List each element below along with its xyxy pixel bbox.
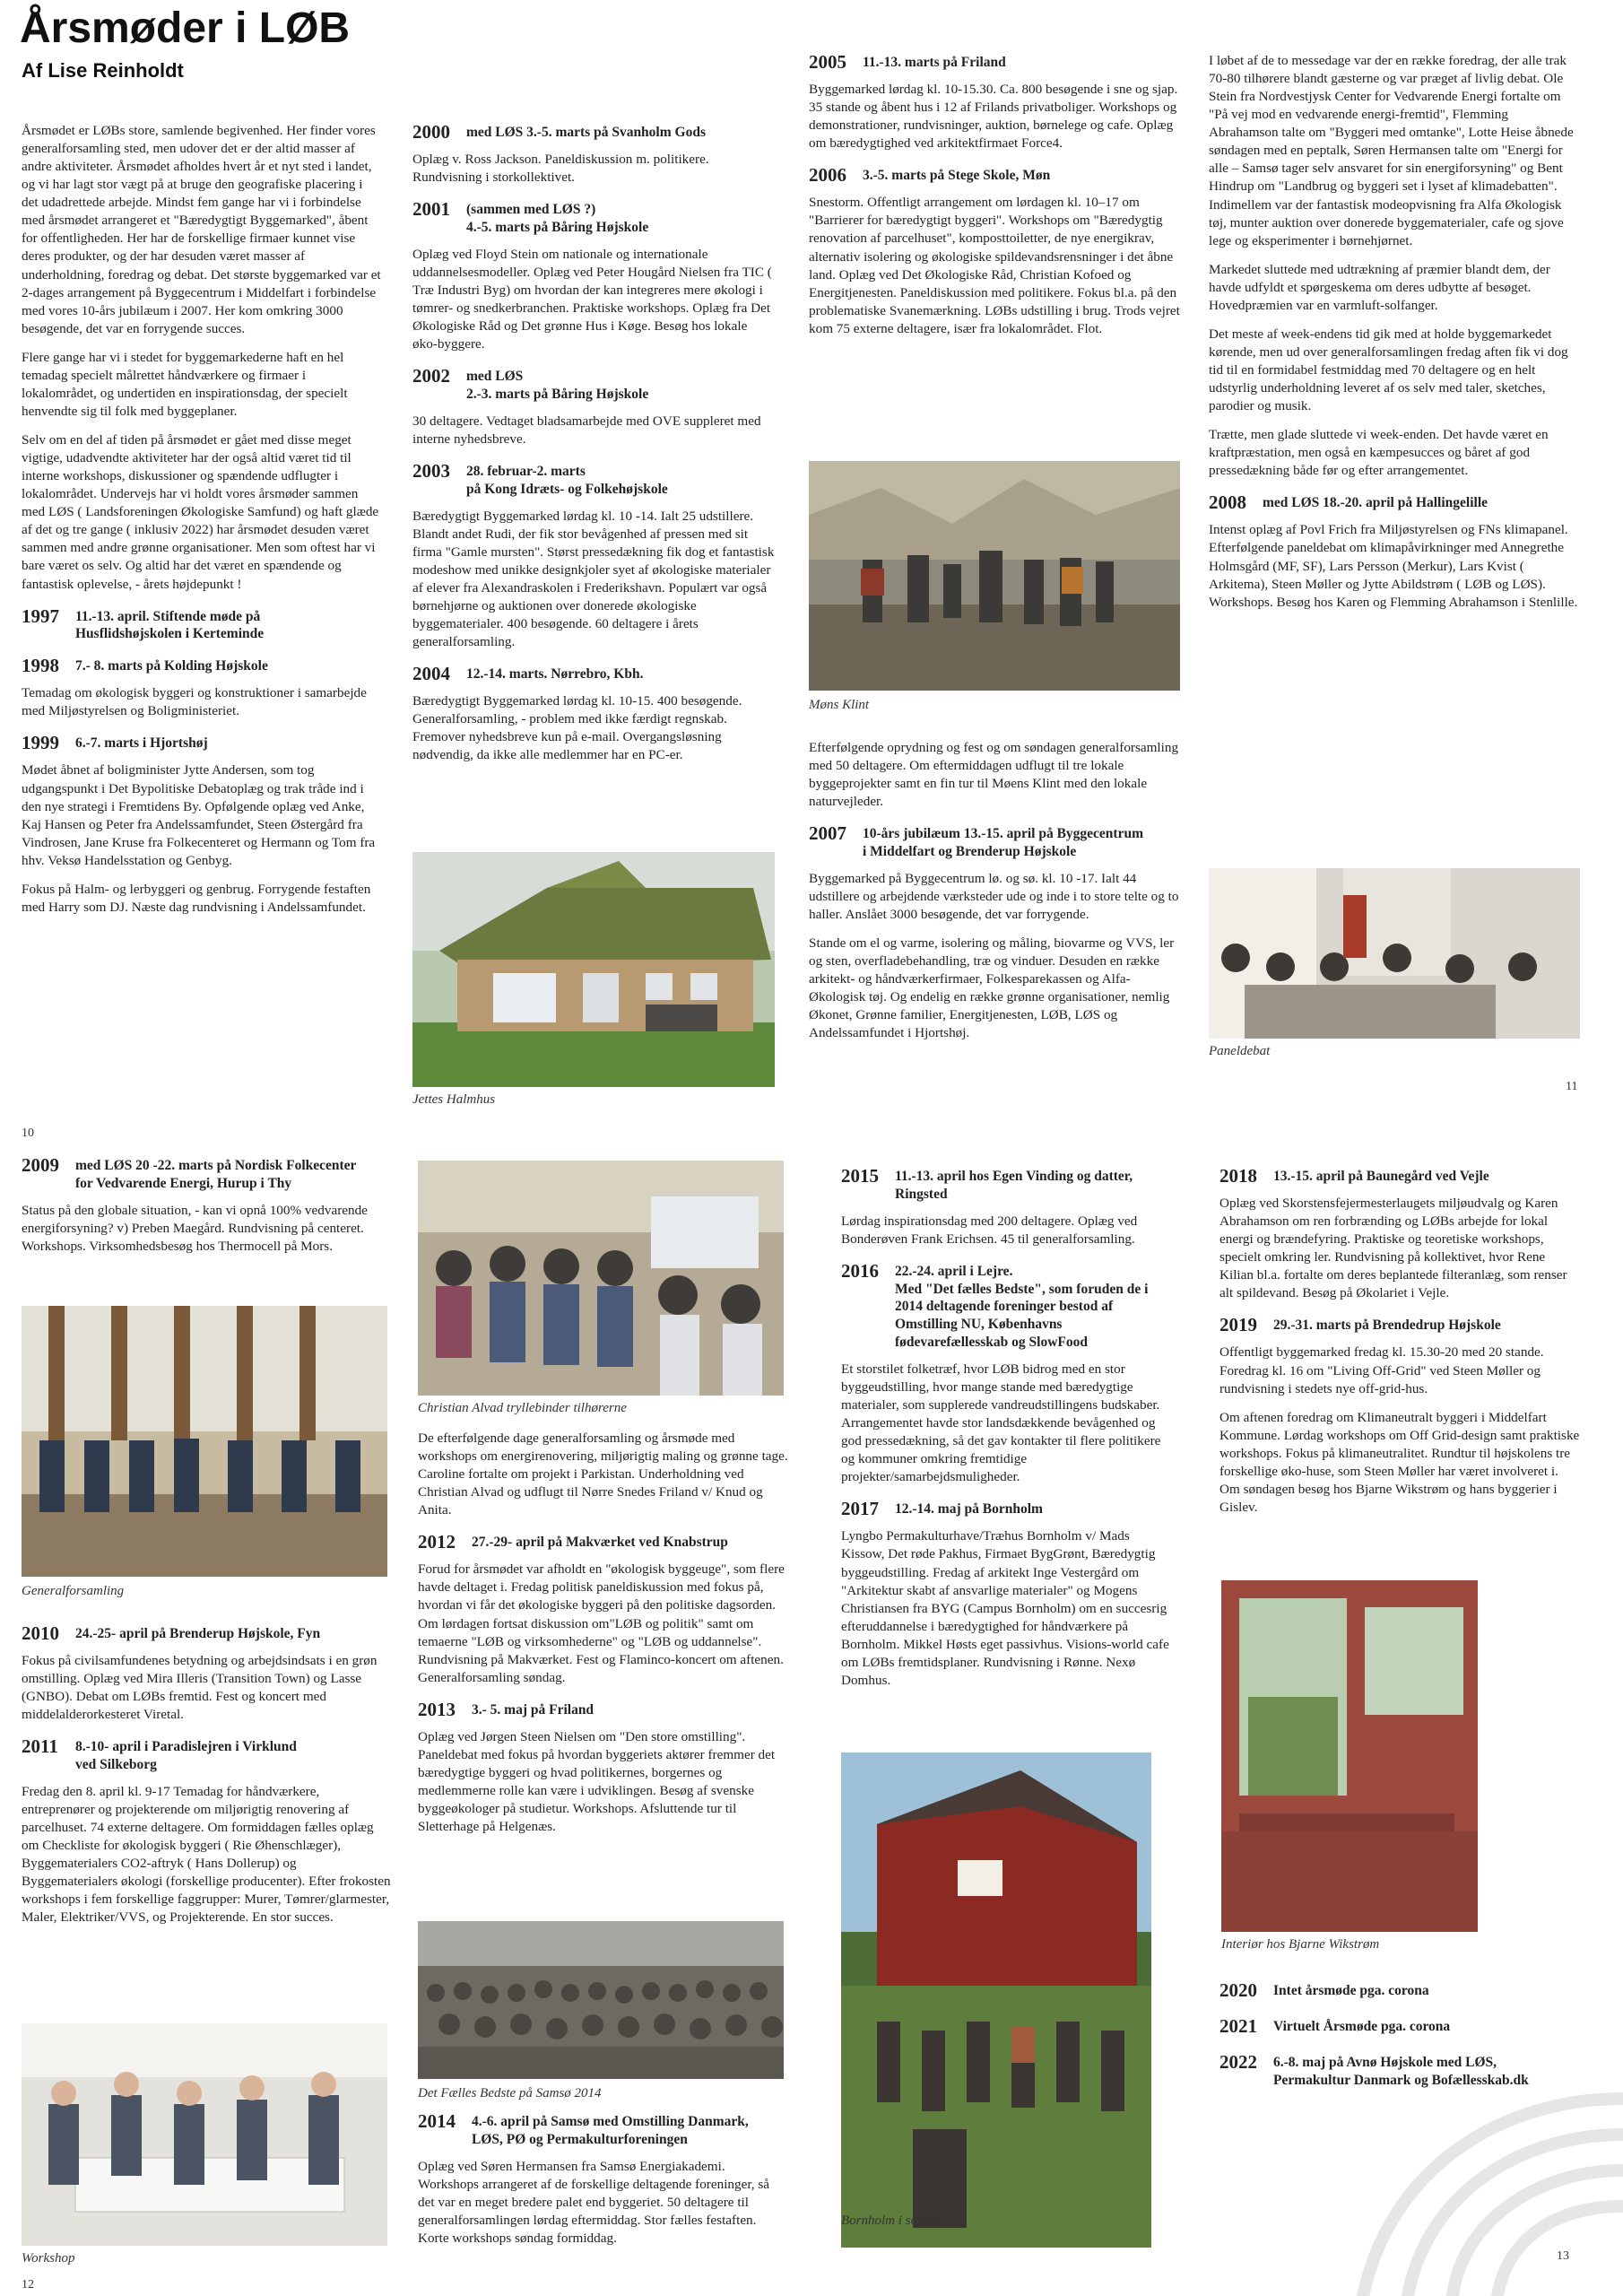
event-year: 2021 (1219, 2015, 1257, 2038)
intro-paragraph: Årsmødet er LØBs store, samlende begivenhed. Her finder vores generalforsamling sted, men udover det er der altid masser af andre aktiviteter. Årsmødet afholdes hvert år et nyt sted i landet, og vi har lagt stor vægt på at bruge den geografiske placering i det udadrettede arbejde. Mindst fem gange har vi i forbindelse med årsmødet arrangeret et "Bæredygtigt Byggemarked", åbent for offentligheden. Her har de forskellige firmaer kunnet vise deres produkter, og der har desuden været masser af underholdning, foredrag og debat. Det største byggemarked var et 2-dages arrangement på Byggecentrum i Middelfart i forbindelse med vores 10-års jubilæum i 2007. Her kom omkring 3000 besøgende, det var en forrygende succes. (22, 123, 381, 336)
intro-paragraph: Flere gange har vi i stedet for byggemarkederne haft en hel temadag specielt målrettet håndværkere og firmaer i lokalområdet, og undertiden en inspirationsdag, der specielt henvendte sig til folk med byggeplaner. (22, 349, 348, 419)
decorative-swirl-graphic (1157, 2063, 1623, 2296)
event-heading: 27.-29- april på Makværket ved Knabstrup (472, 1535, 728, 1551)
event-body: Oplæg ved Floyd Stein om nationale og internationale uddannelsesmodeller. Oplæg ved Peter Hougård Nielsen fra TIC ( Træ Industri Byg) om hvordan der kan integreres mere økologi i tømrer- og snedkerbranchen. Praktiske workshops. Oplæg fra Det Økologiske Råd og Det grønne Hus i Køge. Besøg hos lokale øko-byggere. (412, 246, 772, 352)
event-year: 2014 (418, 2110, 456, 2132)
event-1999 (22, 733, 382, 752)
event-year: 1998 (22, 655, 59, 677)
event-heading: 24.-25- april på Brenderup Højskole, Fyn (75, 1626, 321, 1641)
event-heading: 22.-24. april i Lejre. Med "Det fælles Bedste", som foruden de i 2014 deltagende foreninger bestod af Omstilling NU, Københavns fødevarefællesskab og SlowFood (895, 1263, 1149, 1351)
event-year: 2015 (841, 1165, 879, 1187)
event-year: 2017 (841, 1498, 879, 1520)
event-2014 (418, 2111, 789, 2149)
event-heading: 11.-13. april. Stiftende møde på Husflidshøjskolen i Kerteminde (75, 608, 265, 642)
event-body: Byggemarked lørdag kl. 10-15.30. Ca. 800 besøgende i sne og sjap. 35 stande og åbent hus i 12 af Frilands privatboliger. Workshops og demonstrationer, rundvisninger, auktion, børnelege og cafe. Oplæg om bæredygtighed ved arkitektfirmaet Force4. (809, 82, 1178, 152)
event-2017 (841, 1499, 1173, 1518)
event-year: 2002 (412, 365, 450, 387)
caption-halmhus: Jettes Halmhus (412, 1092, 496, 1107)
event-heading: med LØS 20 -22. marts på Nordisk Folkecenter for Vedvarende Energi, Hurup i Thy (75, 1158, 357, 1191)
photo-halmhus (412, 852, 775, 1087)
event-year: 2003 (412, 459, 450, 482)
event-1997 (22, 606, 382, 644)
event-heading: Intet årsmøde pga. corona (1273, 1983, 1429, 1998)
caption-samso: Det Fælles Bedste på Samsø 2014 (418, 2086, 602, 2100)
event-body: Oplæg ved Jørgen Steen Nielsen om "Den store omstilling". Paneldebat med fokus på hvordan byggeriets aktører fremmer det bæredygtige byggeri og hvad politikernes, borgernes og medlemmerne rolle kan være i udviklingen. Besøg af svenske byggeøkologer på studietur. Workshops. Afsluttende tur til Sletterhage på Helgenæs. (418, 1728, 776, 1835)
page-number: 13 (1557, 2249, 1569, 2263)
event-heading: Virtuelt Årsmøde pga. corona (1273, 2019, 1451, 2035)
event-heading: med LØS 3.-5. marts på Svanholm Gods (466, 125, 706, 140)
photo-samso (418, 1921, 784, 2079)
event-body: Intenst oplæg af Povl Frich fra Miljøstyrelsen og FNs klimapanel. Efterfølgende paneldebat om klimapåvirkninger med Annegrethe Holmsgård (MF, SF), Lars Persson (Merkur), Lars Kvist ( Arkitema), Steen Møller og Jytte Abildstrøm ( LØB og LØS). Workshops. Besøg hos Karen og Flemming Abrahamson i Stenlille. (1209, 522, 1578, 610)
photo-paneldebat (1209, 868, 1580, 1039)
event-body: Oplæg ved Skorstensfejermesterlaugets miljøudvalg og Karen Abrahamson om ren forbrænding og LØBs arbejde for lokal energi og brændefyring. Praktiske og teoretiske workshops, specielt omkring ler. Rundvisning på kollektivet, hvor Rene Kilian bl.a. fortalte om deres beplantede filteranlæg, som renser alt spildevand. Besøg på Økolariet i Vejle. (1219, 1196, 1567, 1301)
event-2003 (412, 461, 775, 499)
event-body: Forud for årsmødet var afholdt en "økologisk byggeuge", som flere havde deltaget i. Fredag politisk paneldiskussion med fokus på, hvordan vi får det økologiske byggeri på den politiske dagsorden. Om lørdagen fortsat diskussion om"LØB og politik" samt om temaerne "LØB og virksomhederne" og "LØB og uddannelse". Rundvisning på Makværket. Fest og Flaminco-koncert om aftenen. Generalforsamling søndag. (418, 1561, 785, 1685)
event-body: Offentligt byggemarked fredag kl. 15.30-20 med 20 stande. Foredrag kl. 16 om "Living Off-Grid" ved Steen Møller og rundvisning i stedets nye off-grid-hus. (1219, 1344, 1544, 1396)
event-heading: 10-års jubilæum 13.-15. april på Byggecentrum i Middelfart og Brenderup Højskole (863, 826, 1144, 860)
event-2018 (1219, 1166, 1582, 1186)
photo-generalforsamling (22, 1306, 387, 1577)
event-year: 2006 (809, 164, 846, 187)
event-body: De efterfølgende dage generalforsamling og årsmøde med workshops om energirenovering, miljørigtig maling og grønne tage. Caroline fortalte om projekt i Parkistan. Underholdning ved Christian Alvad og udflugt til Nørre Snedes Friland v/ Knud og Anita. (418, 1431, 788, 1518)
photo-mons-klint (809, 461, 1180, 691)
event-body: Mødet åbnet af boligminister Jytte Andersen, som tog udgangspunkt i Det Bypolitiske Debatoplæg og trak tråde ind i den nye strategi i Fremtidens By. Opfølgende oplæg ved Anke, Kaj Hansen og Peter fra Andelssamfundet, Steen Østergård fra Vindrosen, Jane Kruse fra Folkecenteret og Hermann og Tom fra hhv. Veksø Handelsstation og Genbyg. (22, 762, 376, 868)
event-year: 2016 (841, 1259, 879, 1282)
caption-mons-klint: Møns Klint (809, 698, 870, 712)
column-1 (22, 122, 382, 927)
event-2006 (809, 165, 1180, 185)
event-2010 (22, 1623, 393, 1643)
event-heading: 4.-6. april på Samsø med Omstilling Danmark, LØS, PØ og Permakulturforeningen (472, 2114, 749, 2147)
event-heading: 11.-13. april hos Egen Vinding og datter, Ringsted (895, 1169, 1133, 1202)
event-body: Stande om el og varme, isolering og måling, biovarme og VVS, ler og sten, overfladebehandling, træ og vinduer. Desuden en række arkitekt- og håndværkerfirmaer, Folkesparekassen og Alfa-Økologisk tøj. Og endelig en række grønne organisationer, nemlig Økonet, Grønne familier, Energitjenesten, LØB, LØS og Andelssamfundet i Hjortshøj. (809, 935, 1175, 1041)
event-body: Lørdag inspirationsdag med 200 deltagere. Oplæg ved Bonderøven Frank Erichsen. 45 til generalforsamling. (841, 1213, 1138, 1247)
event-2011 (22, 1736, 393, 1774)
event-heading: med LØS 18.-20. april på Hallingelille (1263, 495, 1488, 511)
article-byline: Af Lise Reinholdt (22, 59, 184, 82)
event-2019 (1219, 1315, 1582, 1335)
photo-workshop (22, 2023, 387, 2246)
event-heading: 6.-8. maj på Avnø Højskole med LØS, Permakultur Danmark og Bofællesskab.dk (1273, 2055, 1529, 2088)
event-heading: 29.-31. marts på Brendedrup Højskole (1273, 1318, 1501, 1334)
column-b1-lower (22, 1623, 393, 1937)
event-year: 2013 (418, 1698, 456, 1720)
event-2001 (412, 199, 775, 237)
event-body: I løbet af de to messedage var der en række foredrag, der alle trak 70-80 tilhørere blandt gæsterne og var præget af livlig debat. Ole Stein fra Nordvestjysk Center for Vedvarende Energi fortalte om "På vej mod en vedvarende energi-fremtid", Flemming Abrahamson talte om "Byggeri med omtanke", Lotte Heise åbnede søndagen med en peptalk, Søren Hermansen talte om "Energi for alle – Samsø tager selv ansvaret for sin energiforsyning" og Bent Hindrup om "Landbrug og byggeri set i lyset af klimadebatten". Indimellem var der fantastisk modeopvisning fra Alfa Økologisk tøj, munter auktion over donerede byggematerialer, cafe og sjove lege og eksperimenter i børnehjørnet. (1209, 53, 1574, 248)
event-heading: 13.-15. april på Baunegård ved Vejle (1273, 1169, 1489, 1184)
event-2020 (1219, 1980, 1582, 2000)
event-year: 2020 (1219, 1979, 1257, 2001)
photo-wikstrom (1221, 1580, 1478, 1932)
event-year: 2019 (1219, 1314, 1257, 1336)
caption-paneldebat: Paneldebat (1209, 1044, 1271, 1058)
event-year: 1999 (22, 732, 59, 754)
event-body: Efterfølgende oprydning og fest og om søndagen generalforsamling med 50 deltagere. Om eftermiddagen udflugt til tre lokale byggeprojekter samt en fin tur til Møens Klint med den lokale naturvejleder. (809, 740, 1179, 810)
event-2009 (22, 1155, 393, 1193)
event-2015 (841, 1166, 1173, 1204)
event-year: 2007 (809, 822, 846, 845)
column-b2-lower (418, 2111, 789, 2258)
article-title: Årsmøder i LØB (20, 4, 351, 52)
event-heading: 7.- 8. marts på Kolding Højskole (75, 658, 268, 674)
event-2008 (1209, 492, 1580, 512)
event-body: Temadag om økologisk byggeri og konstruktioner i samarbejde med Miljøstyrelsen og Boligministeriet. (22, 685, 367, 719)
event-2021 (1219, 2016, 1582, 2036)
event-body: Snestorm. Offentligt arrangement om lørdagen kl. 10–17 om "Barrierer for bæredygtigt byggeri". Workshops om "Bæredygtig renovation af parcelhuset", komposttoiletter, de nye energikrav, alternativ isolering og økologiske spildevandsrensninger i det åbne land. Oplæg ved Det Økologiske Råd, Christian Kofoed og Energitjenesten. Paneldiskussion med politikere. Fokus bl.a. på den problematiske Svanemærkning. LØBs udstilling i brug. Trods vejret kom 75 externe deltagere, især fra lokalområdet. Flot. (809, 195, 1180, 336)
event-2016 (841, 1261, 1173, 1352)
page-number: 11 (1566, 1080, 1578, 1093)
column-b3 (841, 1166, 1173, 1700)
event-year: 2001 (412, 198, 450, 221)
event-body: Markedet sluttede med udtrækning af præmier blandt dem, der havde udfyldt et spørgeskema om deres udbytte af besøget. Hovedpræmien var en varmluft-solfanger. (1209, 261, 1550, 313)
photo-bornholm (841, 1752, 1151, 2248)
event-2007 (809, 823, 1180, 861)
event-body: Trætte, men glade sluttede vi week-enden. Det havde været en kraftpræstation, men også en kæmpesucces og båret af god pressedækning både før og efter arrangementet. (1209, 427, 1549, 479)
column-b4 (1219, 1166, 1582, 1527)
column-b1 (22, 1155, 393, 1266)
event-body: Det meste af week-endens tid gik med at holde byggemarkedet kørende, men ud over generalforsamlingen fredag aften fik vi dog tid til en formidabel festmiddag med 70 deltagere og en helt udstyrlig underholdning leveret af os selv med taler, sketches, parodier og musik. (1209, 326, 1568, 414)
caption-alvad: Christian Alvad tryllebinder tilhørerne (418, 1401, 627, 1415)
photo-alvad (418, 1161, 784, 1396)
event-year: 2009 (22, 1154, 59, 1176)
event-body: Lyngbo Permakulturhave/Træhus Bornholm v/ Mads Kissow, Det røde Pakhus, Firmaet BygGrønt, Bæredygtig byggeudstilling. Fredag af arkitekt Inge Vestergård om "Arkitektur skabt af ansvarlige materialer" og Mogens Christiansen fra BYG (Campus Bornholm) om en succesrig efteruddannelse i bæredygtighed for håndværkere på Bornholm. Mikkel Høsts eget passivhus. Visions-world cafe om LØBs fremtidsplaner. Rundvisning i Rønne. Nexø Domhus. (841, 1528, 1169, 1688)
event-body: Et storstilet folketræf, hvor LØB bidrog med en stor byggeudstilling, hvor mange stande med bæredygtige materialer, som supplerede vandreudstillingens budskaber. Arrangementet havde stor landsdækkende bevågenhed og god pressedækning, så det gav kontakter til flere politikere og kommuner omkring fremtidige projekter/samarbejdsmuligheder. (841, 1361, 1161, 1485)
event-2004 (412, 664, 775, 683)
event-body: Bæredygtigt Byggemarked lørdag kl. 10-15. 400 besøgende. Generalforsamling, - problem med ikke færdigt regnskab. Fremover nyhedsbreve kun på e-mail. Overgangsløsning nødvendig, da ikke alle medlemmer har en PC-er. (412, 693, 742, 763)
column-2 (412, 118, 775, 775)
event-heading: (sammen med LØS ?) 4.-5. marts på Båring Højskole (466, 202, 649, 235)
caption-bornholm: Bornholm i solskin (841, 2213, 943, 2228)
column-4 (1209, 52, 1580, 622)
event-year: 1997 (22, 604, 59, 627)
event-year: 2008 (1209, 491, 1246, 514)
column-b2 (418, 1430, 789, 1847)
event-heading: 6.-7. marts i Hjortshøj (75, 735, 208, 752)
event-year: 2000 (412, 121, 450, 143)
event-2005 (809, 52, 1180, 72)
event-heading: 8.-10- april i Paradislejren i Virklund ved Silkeborg (75, 1739, 297, 1773)
column-3 (809, 52, 1180, 349)
event-year: 2022 (1219, 2051, 1257, 2074)
event-body: Oplæg ved Søren Hermansen fra Samsø Energiakademi. Workshops arrangeret af de forskellige deltagende foreninger, så det var en meget bredere palet end byggeriet. 50 deltagere til generalforsamlingen lørdag eftermiddag. Stor fælles festaften. Korte workshops søndag formiddag. (418, 2158, 770, 2246)
event-1998 (22, 656, 382, 675)
event-year: 2010 (22, 1622, 59, 1644)
event-body: Bæredygtigt Byggemarked lørdag kl. 10 -14. Ialt 25 udstillere. Blandt andet Rudi, der fik stor bevågenhed af pressen med sit firma "Gamle mursten". Størst pressedækning fik dog et fantastisk modeshow med unikke designkjoler syet af økologiske materialer af elever fra Alexandraskolen i Frederikshavn. Populært var også børnehjørne og auktionen over donerede økologiske byggematerialer. 400 besøgende. 60 deltagere i årets generalforsamling. (412, 508, 775, 650)
event-heading: 3.-5. marts på Stege Skole, Møn (863, 168, 1051, 184)
event-heading: med LØS 2.-3. marts på Båring Højskole (466, 369, 649, 403)
event-2000 (412, 122, 775, 142)
column-3-lower (809, 739, 1180, 1053)
event-body: Fokus på civilsamfundenes betydning og arbejdsindsats i en grøn omstilling. Oplæg ved Mira Illeris (Transition Town) og Lasse (GNBO). Debat om LØBs fremtid. Fest og koncert med middelalderorkesteret Viretal. (22, 1653, 378, 1723)
event-heading: 11.-13. marts på Friland (863, 55, 1006, 70)
event-2002 (412, 366, 775, 404)
intro-paragraph: Selv om en del af tiden på årsmødet er gået med disse meget vigtige, udadvendte aktiviteter har der også altid været tid til interne workshops, diskussioner og spændende udflugter i lokalområdet. Undervejs har vi holdt vores årsmøder sammen med LØS ( Landsforeningen Økologiske Samfund) og haft glæde af det og tre gange ( inklusiv 2022) har årsmødet desuden været sammen med andre grønne organisationer. Men som oftest har vi bare været os selv. Og altid har det været en spændende og fantastisk oplevelse, - årets højdepunkt ! (22, 432, 379, 592)
event-year: 2012 (418, 1531, 456, 1553)
event-year: 2004 (412, 663, 450, 685)
event-year: 2005 (809, 51, 846, 73)
event-body: Status på den globale situation, - kan vi opnå 100% vedvarende energiforsyning? v) Preben Maegård. Rundvisning på centeret. Workshops. Virksomhedsbesøg hos Thermocell på Mors. (22, 1202, 368, 1254)
event-heading: 12.-14. marts. Nørrebro, Kbh. (466, 666, 644, 683)
event-2013 (418, 1700, 789, 1719)
event-body: Fredag den 8. april kl. 9-17 Temadag for håndværkere, entreprenører og projekterende om miljørigtig renovering af parcelhuset. 74 externe deltagere. Om formiddagen fælles oplæg om Checkliste for økologisk byggeri ( Rie Øhenschlæger), Byggematerialers CO2-aftryk ( Hans Dollerup) og Byggematerialers økologi (forskellige producenter). Efter frokosten workshops i fem forskellige faggrupper: Murer, Tømrer/glarmester, Maler, Elektriker/VVS, og Projekterende. En stor succes. (22, 1783, 391, 1926)
caption-generalforsamling: Generalforsamling (22, 1584, 125, 1598)
caption-workshop: Workshop (22, 2251, 75, 2266)
event-body: Om aftenen foredrag om Klimaneutralt byggeri i Middelfart Kommune. Lørdag workshops om Off Grid-design samt praktiske workshops. Fokus på klimaneutralitet. Rundtur til højskolens tre forskellige øko-huse, som Steen Møller har været involveret i. Om søndagen besøg hos Bjarne Wikstrøm og hans byggerier i Gislev. (1219, 1409, 1580, 1515)
event-heading: 28. februar-2. marts på Kong Idræts- og Folkehøjskole (466, 463, 668, 497)
event-body: Byggemarked på Byggecentrum lø. og sø. kl. 10 -17. Ialt 44 udstillere og arbejdende værksteder ude og inde i to store telte og to haller. Anslået 3000 besøgende, det var forrygende. (809, 870, 1179, 923)
event-body: Oplæg v. Ross Jackson. Paneldiskussion m. politikere. Rundvisning i storkollektivet. (412, 152, 709, 186)
caption-wikstrom: Interiør hos Bjarne Wikstrøm (1221, 1937, 1380, 1952)
event-heading: 12.-14. maj på Bornholm (895, 1501, 1043, 1518)
page-number: 12 (22, 2278, 34, 2292)
event-heading: 3.- 5. maj på Friland (472, 1701, 595, 1718)
event-2012 (418, 1532, 789, 1552)
event-year: 2011 (22, 1735, 58, 1758)
event-year: 2018 (1219, 1165, 1257, 1187)
event-body: Fokus på Halm- og lerbyggeri og genbrug. Forrygende festaften med Harry som DJ. Næste dag rundvisning i Andelssamfundet. (22, 881, 371, 915)
event-body: 30 deltagere. Vedtaget bladsamarbejde med OVE suppleret med interne nyhedsbreve. (412, 413, 761, 447)
page-number: 10 (22, 1126, 34, 1140)
